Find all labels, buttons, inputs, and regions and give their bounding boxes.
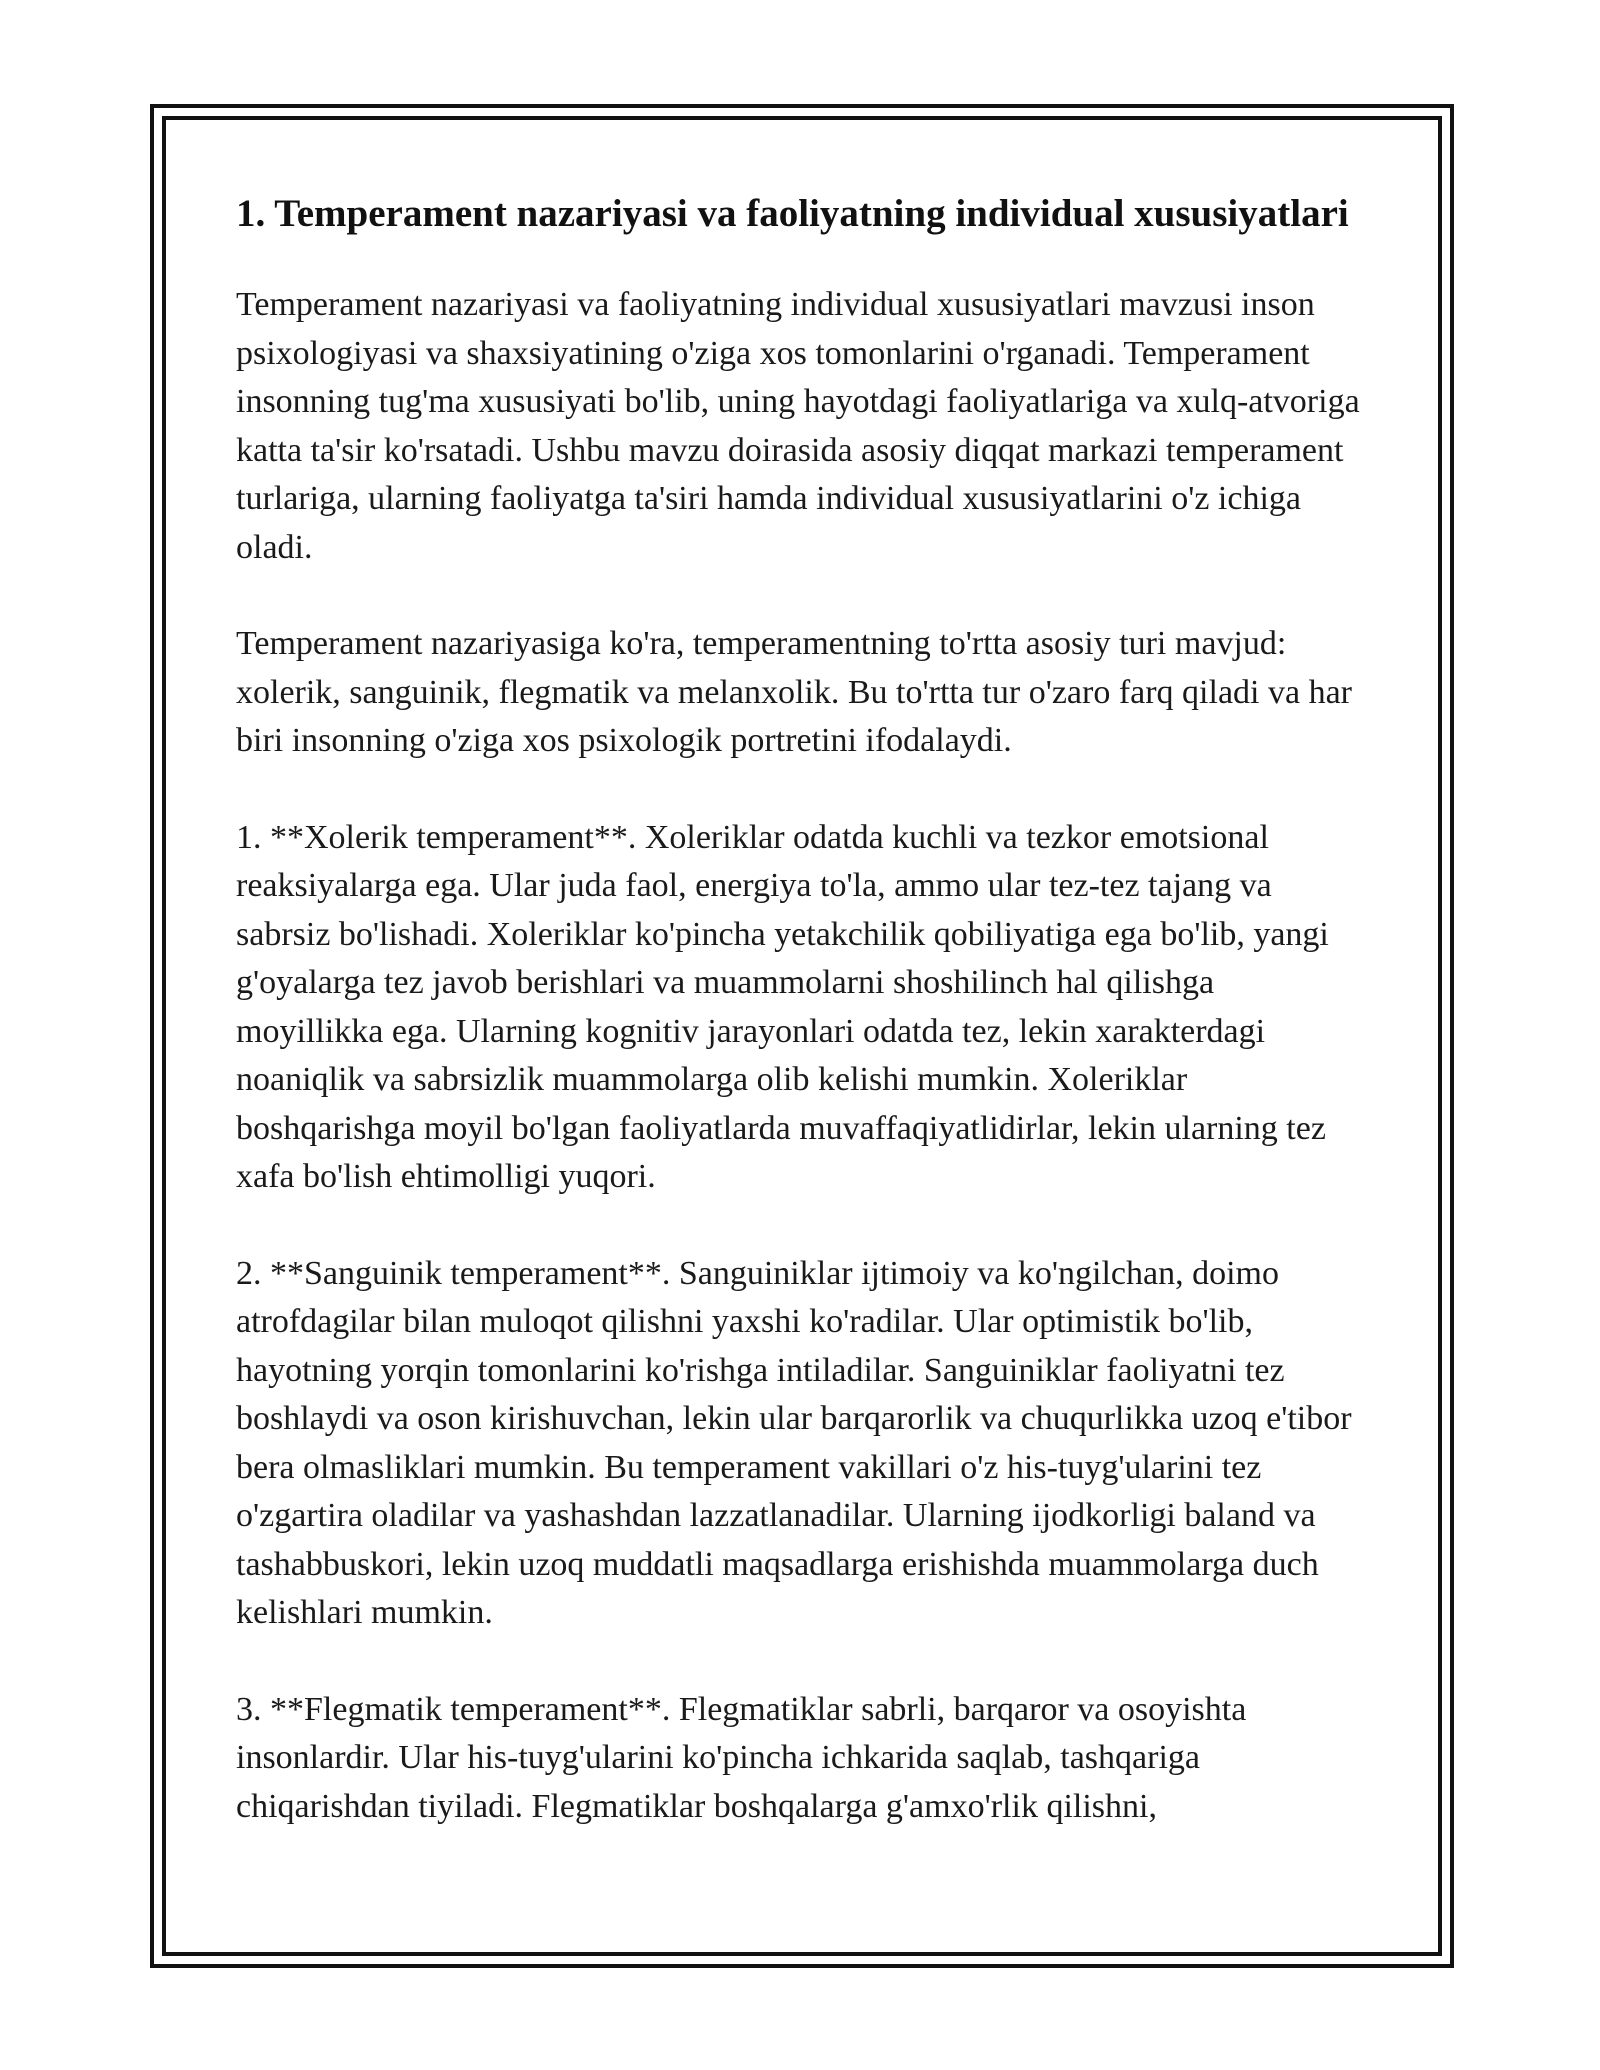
paragraph-sanguinik: 2. **Sanguinik temperament**. Sanguiniklar ijtimoiy va ko'ngilchan, doimo atrofdagilar bilan muloqot qilishni yaxshi ko'radilar. Ular optimistik bo'lib, hayotning yorqin tomonlarini ko'rishga intiladilar. Sanguiniklar faoliyatni tez boshlaydi va oson kirishuvchan, lekin ular barqarorlik va chuqurlikka uzoq e'tibor bera olmasliklari mumkin. Bu temperament vakillari o'z his-tuyg'ularini tez o'zgartira oladilar va yashashdan lazzatlanadilar. Ularning ijodkorligi baland va tashabbuskori, lekin uzoq muddatli maqsadlarga erishishda muammolarga duch kelishlari mumkin.: [236, 1254, 1352, 1631]
paragraph-xolerik: 1. **Xolerik temperament**. Xoleriklar odatda kuchli va tezkor emotsional reaksiyalarga ega. Ular juda faol, energiya to'la, ammo ular tez-tez tajang va sabrsiz bo'lishadi. Xoleriklar ko'pincha yetakchilik qobiliyatiga ega bo'lib, yangi g'oyalarga tez javob berishlari va muammolarni shoshilinch hal qilishga moyillikka ega. Ularning kognitiv jarayonlari odatda tez, lekin xarakterdagi noaniqlik va sabrsizlik muammolarga olib kelishi mumkin. Xoleriklar boshqarishga moyil bo'lgan faoliyatlarda muvaffaqiyatlidirlar, lekin ularning tez xafa bo'lish ehtimolligi yuqori.: [236, 818, 1329, 1195]
paragraph-flegmatik: 3. **Flegmatik temperament**. Flegmatiklar sabrli, barqaror va osoyishta insonlardir. Ular his-tuyg'ularini ko'pincha ichkarida saqlab, tashqariga chiqarishdan tiyiladi. Flegmatiklar boshqalarga g'amxo'rlik qilishni,: [236, 1690, 1247, 1825]
paragraph-intro: Temperament nazariyasi va faoliyatning individual xususiyatlari mavzusi inson psixologiyasi va shaxsiyatining o'ziga xos tomonlarini o'rganadi. Temperament insonning tug'ma xususiyati bo'lib, uning hayotdagi faoliyatlariga va xulq-atvoriga katta ta'sir ko'rsatadi. Ushbu mavzu doirasida asosiy diqqat markazi temperament turlariga, ularning faoliyatga ta'siri hamda individual xususiyatlarini o'z ichiga oladi.: [236, 286, 1360, 566]
paragraph-types: Temperament nazariyasiga ko'ra, temperamentning to'rtta asosiy turi mavjud: xolerik, sanguinik, flegmatik va melanxolik. Bu to'rtta tur o'zaro farq qiladi va har biri insonning o'ziga xos psixologik portretini ifodalaydi.: [236, 625, 1352, 759]
document-body: [236, 186, 1368, 1879]
document-heading: 1. Temperament nazariyasi va faoliyatning individual xususiyatlari: [236, 192, 1349, 235]
